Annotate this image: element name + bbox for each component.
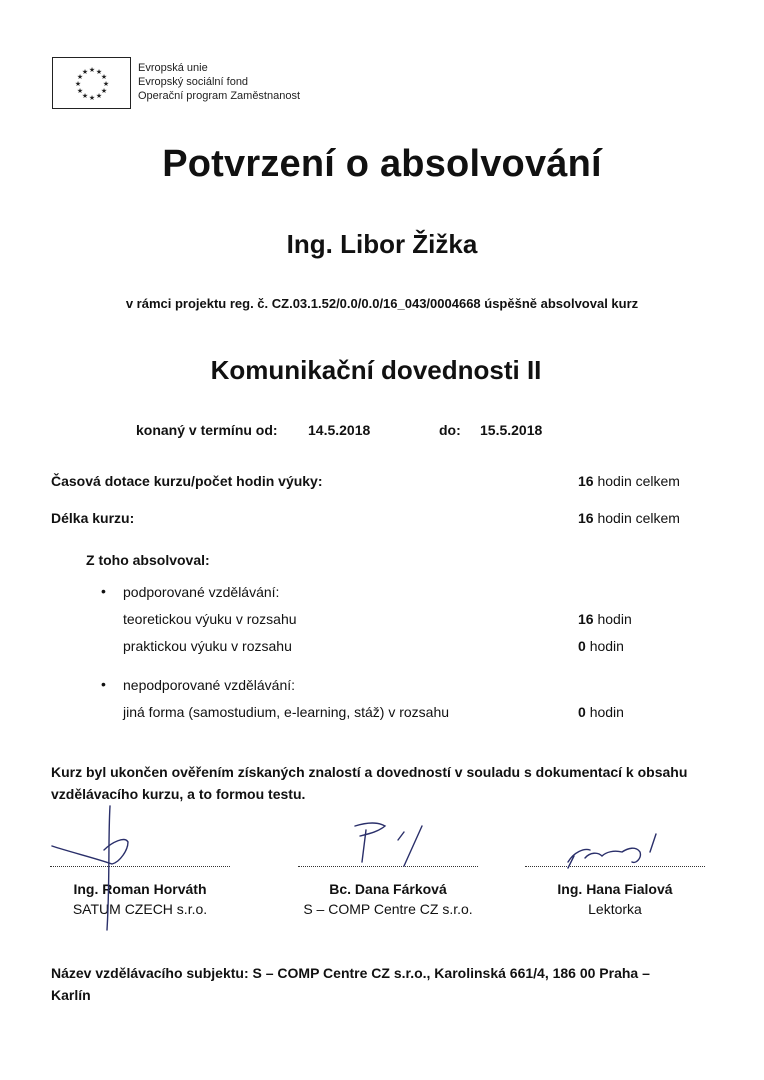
total-hours-unit: hodin celkem [597,473,680,489]
breakdown-heading: Z toho absolvoval: [86,552,210,568]
svg-text:★: ★ [100,73,108,81]
practice-hours-number: 0 [578,638,586,654]
svg-text:★: ★ [88,66,96,74]
signature-line [50,858,230,867]
svg-text:★: ★ [100,87,108,95]
svg-text:★: ★ [76,87,84,95]
term-to-label: do: [439,422,461,438]
term-to-date: 15.5.2018 [480,422,543,438]
signatory-name: Ing. Hana Fialová [557,881,673,897]
signatory-name: Ing. Roman Horváth [73,881,207,897]
svg-text:★: ★ [102,80,110,88]
term-from-label: konaný v termínu od: [136,422,278,438]
other-form-hours-number: 0 [578,704,586,720]
term-from-date: 14.5.2018 [308,422,371,438]
theory-text: teoretickou výuku v rozsahu [123,611,297,627]
signatory-org: SATUM CZECH s.r.o. [72,901,208,917]
course-length-label: Délka kurzu: [51,510,135,526]
eu-stars-icon [53,58,132,110]
unsupported-label: nepodporované vzdělávání: [123,677,296,693]
course-length-value [578,510,680,526]
bullet-icon: • [101,676,106,692]
document-title: Potvrzení o absolvování [162,143,602,185]
svg-text:★: ★ [74,80,82,88]
project-line: v rámci projektu reg. č. CZ.03.1.52/0.0/0.0/16_043/0004668 úspěšně absolvoval kurz [125,296,639,311]
eu-line-union: Evropská unie [138,62,208,74]
course-length-number: 16 [578,510,594,526]
svg-text:★: ★ [95,68,103,76]
eu-line-fund: Evropský sociální fond [138,76,249,88]
course-name: Komunikační dovednosti II [210,355,542,385]
signature-block-provider [278,858,498,919]
eu-line-program: Operační program Zaměstnanost [138,90,301,102]
theory-hours-unit: hodin [597,611,632,627]
other-form-hours-unit: hodin [589,704,624,720]
svg-text:★: ★ [81,92,89,100]
practice-hours [578,638,624,654]
signature-line [298,858,478,867]
provider-info: Název vzdělávacího subjektu: S – COMP Centre CZ s.r.o., Karolinská 661/4, 186 00 Praha – Karlín [51,965,650,1003]
total-hours-value [578,473,680,489]
recipient-name: Ing. Libor Žižka [286,229,478,259]
practice-hours-unit: hodin [589,638,624,654]
bullet-icon: • [101,583,106,599]
course-length-unit: hodin celkem [597,510,680,526]
eu-program-text [138,61,300,103]
signature-block-director [30,858,250,919]
svg-text:★: ★ [95,92,103,100]
signatory-org: S – COMP Centre CZ s.r.o. [303,901,473,917]
signatory-name: Bc. Dana Fárková [329,881,447,897]
svg-text:★: ★ [76,73,84,81]
supported-label: podporované vzdělávání: [123,584,280,600]
practice-text: praktickou výuku v rozsahu [123,638,292,654]
total-hours-label: Časová dotace kurzu/počet hodin výuky: [51,473,323,489]
svg-text:★: ★ [88,94,96,102]
theory-hours-number: 16 [578,611,594,627]
theory-hours [578,611,632,627]
signature-line [525,858,705,867]
total-hours-number: 16 [578,473,594,489]
eu-flag-logo [52,57,131,109]
svg-text:★: ★ [81,68,89,76]
completion-statement: Kurz byl ukončen ověřením získaných znalostí a dovedností v souladu s dokumentací k obsahu vzdělávacího kurzu, a to formou testu. [51,764,688,802]
other-form-text: jiná forma (samostudium, e-learning, stáž) v rozsahu [123,704,450,720]
signatory-org: Lektorka [588,901,642,917]
signature-block-lecturer [505,858,725,919]
other-form-hours [578,704,624,720]
